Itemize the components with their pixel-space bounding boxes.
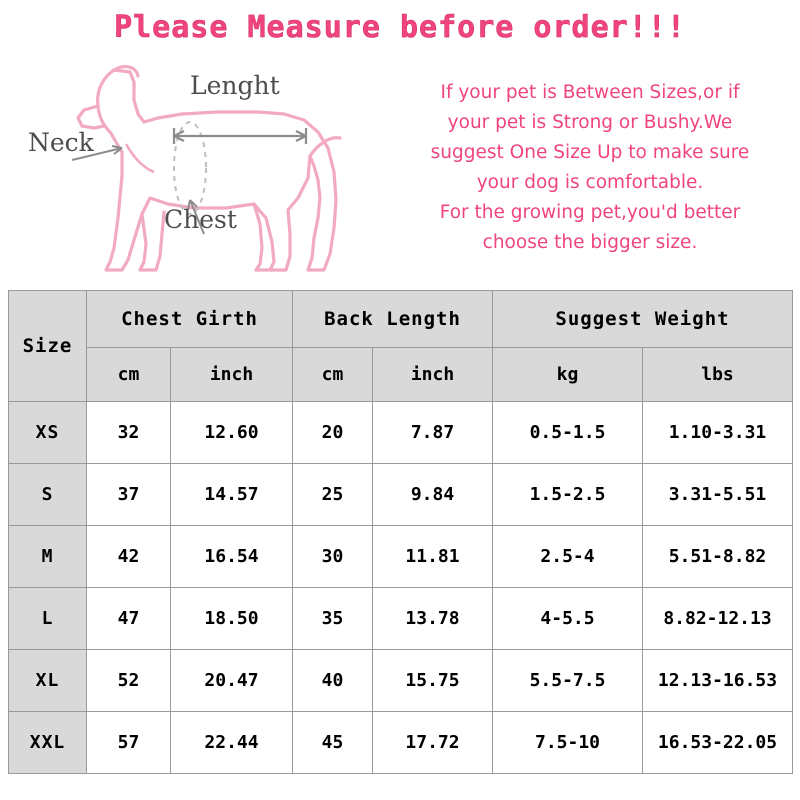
page-title: Please Measure before order!!! xyxy=(114,10,686,45)
cell-weight-kg: 2.5-4 xyxy=(493,526,643,588)
header-chest-cm: cm xyxy=(87,348,171,402)
notice-line-2: your pet is Strong or Bushy.We xyxy=(447,112,733,133)
cell-weight-lbs: 3.31-5.51 xyxy=(643,464,793,526)
cell-chest-inch: 14.57 xyxy=(171,464,293,526)
header-back-inch: inch xyxy=(373,348,493,402)
cell-size: S xyxy=(9,464,87,526)
cell-chest-cm: 47 xyxy=(87,588,171,650)
table-row xyxy=(9,464,793,526)
label-length: Lenght xyxy=(190,71,280,100)
cell-back-inch: 15.75 xyxy=(373,650,493,712)
cell-size: XS xyxy=(9,402,87,464)
cell-chest-inch: 22.44 xyxy=(171,712,293,774)
cell-weight-lbs: 16.53-22.05 xyxy=(643,712,793,774)
cell-back-inch: 7.87 xyxy=(373,402,493,464)
header-suggest-weight: Suggest Weight xyxy=(493,291,793,348)
cell-size: XXL xyxy=(9,712,87,774)
cell-back-inch: 17.72 xyxy=(373,712,493,774)
cell-chest-inch: 12.60 xyxy=(171,402,293,464)
cell-back-inch: 13.78 xyxy=(373,588,493,650)
header-weight-lbs: lbs xyxy=(643,348,793,402)
notice-line-3: suggest One Size Up to make sure xyxy=(430,142,750,163)
notice-line-1: If your pet is Between Sizes,or if xyxy=(440,82,740,103)
cell-back-inch: 11.81 xyxy=(373,526,493,588)
header-chest-girth: Chest Girth xyxy=(87,291,293,348)
header-size: Size xyxy=(9,291,87,402)
size-chart-table xyxy=(8,290,793,774)
cell-weight-kg: 7.5-10 xyxy=(493,712,643,774)
cell-chest-cm: 32 xyxy=(87,402,171,464)
cell-size: XL xyxy=(9,650,87,712)
cell-weight-lbs: 5.51-8.82 xyxy=(643,526,793,588)
cell-back-cm: 45 xyxy=(293,712,373,774)
table-row xyxy=(9,650,793,712)
cell-chest-inch: 18.50 xyxy=(171,588,293,650)
dog-measurement-illustration xyxy=(18,48,378,283)
cell-back-inch: 9.84 xyxy=(373,464,493,526)
cell-weight-lbs: 8.82-12.13 xyxy=(643,588,793,650)
cell-back-cm: 40 xyxy=(293,650,373,712)
cell-back-cm: 25 xyxy=(293,464,373,526)
notice-line-6: choose the bigger size. xyxy=(482,232,698,253)
cell-chest-cm: 52 xyxy=(87,650,171,712)
label-neck: Neck xyxy=(28,128,94,157)
header-back-length: Back Length xyxy=(293,291,493,348)
cell-chest-inch: 20.47 xyxy=(171,650,293,712)
header-weight-kg: kg xyxy=(493,348,643,402)
cell-weight-kg: 1.5-2.5 xyxy=(493,464,643,526)
cell-chest-cm: 42 xyxy=(87,526,171,588)
cell-size: M xyxy=(9,526,87,588)
table-row xyxy=(9,712,793,774)
cell-weight-lbs: 12.13-16.53 xyxy=(643,650,793,712)
header-chest-inch: inch xyxy=(171,348,293,402)
cell-back-cm: 35 xyxy=(293,588,373,650)
sizing-notice xyxy=(392,78,788,258)
cell-weight-kg: 4-5.5 xyxy=(493,588,643,650)
cell-chest-inch: 16.54 xyxy=(171,526,293,588)
cell-back-cm: 30 xyxy=(293,526,373,588)
label-chest: Chest xyxy=(164,205,237,234)
cell-weight-kg: 0.5-1.5 xyxy=(493,402,643,464)
cell-back-cm: 20 xyxy=(293,402,373,464)
header-back-cm: cm xyxy=(293,348,373,402)
cell-chest-cm: 37 xyxy=(87,464,171,526)
cell-weight-lbs: 1.10-3.31 xyxy=(643,402,793,464)
notice-line-4: your dog is comfortable. xyxy=(476,172,704,193)
notice-line-5: For the growing pet,you'd better xyxy=(439,202,741,223)
table-row xyxy=(9,588,793,650)
cell-weight-kg: 5.5-7.5 xyxy=(493,650,643,712)
cell-size: L xyxy=(9,588,87,650)
table-row xyxy=(9,402,793,464)
table-row xyxy=(9,526,793,588)
cell-chest-cm: 57 xyxy=(87,712,171,774)
